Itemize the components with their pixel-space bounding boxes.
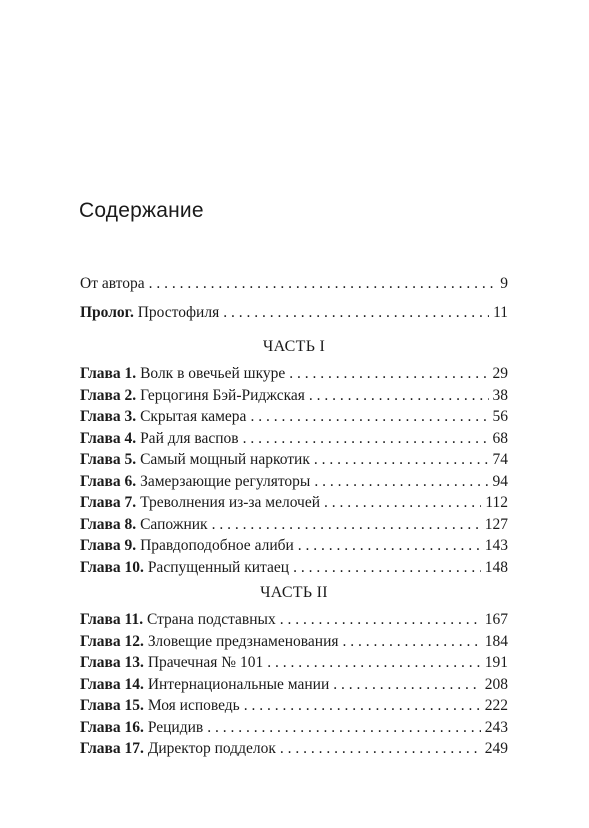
chapter-title: Самый мощный наркотик <box>136 451 310 468</box>
toc-entry-chapter <box>80 738 508 760</box>
toc-entry-label <box>80 535 294 557</box>
page-number: 127 <box>484 516 508 533</box>
toc-entry-chapter <box>80 471 508 493</box>
chapter-title: Распущенный китаец <box>143 559 290 576</box>
dot-leader <box>324 492 481 514</box>
chapter-title: Сапожник <box>136 516 208 533</box>
page-title: Содержание <box>79 199 204 222</box>
toc-entry-label <box>80 631 339 653</box>
toc-entry-label <box>80 273 145 295</box>
chapter-title: Правдоподобное алиби <box>136 537 294 554</box>
dot-leader <box>298 535 481 557</box>
chapter-number: Глава 4. <box>80 430 137 447</box>
chapter-title: Простофиля <box>133 304 220 321</box>
toc-entry-chapter <box>80 609 508 631</box>
chapter-title: Скрытая камера <box>136 408 247 425</box>
page-number: 208 <box>484 676 508 693</box>
toc-entry-label <box>80 449 310 471</box>
chapter-title: Рай для васпов <box>136 430 239 447</box>
toc-entry-chapter <box>80 631 508 653</box>
dot-leader <box>314 471 488 493</box>
chapter-number: Глава 10. <box>80 559 144 576</box>
toc-entry-label <box>80 385 305 407</box>
toc-entry-label <box>80 609 276 631</box>
page-number: 143 <box>484 537 508 554</box>
page-number: 148 <box>484 559 508 576</box>
toc-entry-chapter <box>80 652 508 674</box>
toc-entry-chapter <box>80 695 508 717</box>
chapter-number: Глава 5. <box>80 451 137 468</box>
toc-entry-label <box>80 492 320 514</box>
chapter-number: Глава 2. <box>80 387 137 404</box>
chapter-number: Глава 6. <box>80 473 137 490</box>
page-number: 191 <box>484 654 508 671</box>
toc-entry-chapter <box>80 492 508 514</box>
page-number: 29 <box>492 365 508 382</box>
toc-entry-label <box>80 557 289 579</box>
toc-entry-chapter <box>80 557 508 579</box>
dot-leader <box>293 557 481 579</box>
page-number: 74 <box>492 451 508 468</box>
page-number: 68 <box>492 430 508 447</box>
dot-leader <box>289 363 488 385</box>
chapter-number: Глава 9. <box>80 537 137 554</box>
chapter-number: Глава 14. <box>80 676 144 693</box>
dot-leader <box>333 674 480 696</box>
page-number: 243 <box>484 719 508 736</box>
page-number: 38 <box>492 387 508 404</box>
part-heading: ЧАСТЬ II <box>260 584 328 601</box>
page-number: 249 <box>484 740 508 757</box>
page-number: 184 <box>484 633 508 650</box>
toc-entry-chapter <box>80 428 508 450</box>
toc-entry-label <box>80 428 239 450</box>
dot-leader <box>250 406 488 428</box>
toc-entry-label <box>80 514 208 536</box>
chapter-title: Зловещие предзнаменования <box>143 633 339 650</box>
chapter-title: Страна подставных <box>143 611 276 628</box>
toc-entry-label <box>80 471 310 493</box>
chapter-number: Глава 13. <box>80 654 144 671</box>
dot-leader <box>223 302 489 324</box>
chapter-number: Глава 12. <box>80 633 144 650</box>
chapter-title: Директор подделок <box>143 740 276 757</box>
part-heading: ЧАСТЬ I <box>262 338 326 355</box>
page-number: 222 <box>484 697 508 714</box>
dot-leader <box>267 652 481 674</box>
toc-entry-chapter <box>80 535 508 557</box>
page-number: 112 <box>485 494 508 511</box>
page-number: 9 <box>500 275 508 292</box>
chapter-number: Глава 17. <box>80 740 144 757</box>
dot-leader <box>212 514 481 536</box>
chapter-number: Глава 16. <box>80 719 144 736</box>
toc-entry-label <box>80 738 276 760</box>
toc-entry-chapter <box>80 674 508 696</box>
toc-entry-label <box>80 363 285 385</box>
chapter-number: Пролог. <box>80 304 134 321</box>
toc-entry-chapter <box>80 406 508 428</box>
chapter-number: Глава 8. <box>80 516 137 533</box>
dot-leader <box>149 273 497 295</box>
dot-leader <box>343 631 481 653</box>
toc-entry-label <box>80 652 263 674</box>
page-number: 11 <box>493 304 508 321</box>
chapter-number: Глава 1. <box>80 365 137 382</box>
toc-entry-label <box>80 302 219 324</box>
chapter-title: Прачечная № 101 <box>143 654 264 671</box>
toc-entry-label <box>80 674 329 696</box>
dot-leader <box>309 385 489 407</box>
chapter-number: Глава 3. <box>80 408 137 425</box>
page-number: 56 <box>492 408 508 425</box>
toc-entry-label <box>80 406 246 428</box>
dot-leader <box>244 695 481 717</box>
toc-entry-chapter <box>80 385 508 407</box>
page-number: 167 <box>484 611 508 628</box>
chapter-title: Моя исповедь <box>143 697 240 714</box>
chapter-title: Треволнения из-за мелочей <box>136 494 321 511</box>
toc-entry-label <box>80 717 203 739</box>
chapter-title: Замерзающие регуляторы <box>136 473 311 490</box>
toc-entry-label <box>80 695 240 717</box>
toc-entry-chapter <box>80 514 508 536</box>
page-number: 94 <box>492 473 508 490</box>
chapter-title: Волк в овечьей шкуре <box>136 365 286 382</box>
chapter-title: Интернациональные мании <box>143 676 330 693</box>
chapter-title: Рецидив <box>143 719 204 736</box>
toc-entry-chapter <box>80 449 508 471</box>
dot-leader <box>280 738 481 760</box>
chapter-number: Глава 7. <box>80 494 137 511</box>
chapter-title: От автора <box>80 275 145 292</box>
dot-leader <box>314 449 489 471</box>
chapter-number: Глава 15. <box>80 697 144 714</box>
chapter-title: Герцогиня Бэй-Риджская <box>136 387 305 404</box>
toc-entry-front <box>80 273 508 295</box>
toc-entry-front <box>80 302 508 324</box>
dot-leader <box>207 717 481 739</box>
toc-entry-chapter <box>80 717 508 739</box>
chapter-number: Глава 11. <box>80 611 144 628</box>
dot-leader <box>243 428 489 450</box>
toc-entry-chapter <box>80 363 508 385</box>
dot-leader <box>280 609 481 631</box>
